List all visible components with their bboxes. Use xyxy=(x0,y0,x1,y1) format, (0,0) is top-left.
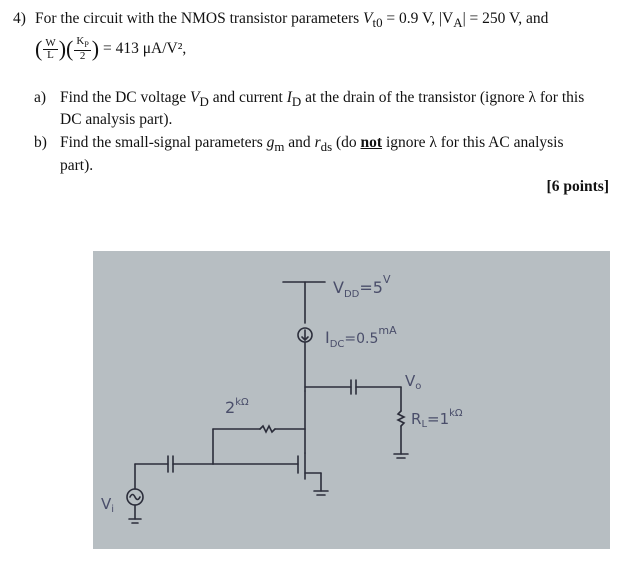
svg-text:RL=1kΩ: $R_L=1^{k\Omega}$ xyxy=(411,408,463,430)
kp-over-2: $\frac{K_P}{2}$ xyxy=(76,35,89,63)
question-line-2: ( $\frac{W}{L}$ )( $\frac{K_P}{2}$ ) = 413 μA/V², xyxy=(35,35,187,63)
part-b-line-2: part). xyxy=(60,157,94,174)
part-b-line-1: Find the small-signal parameters $g_m$ and $r_{ds}$ (do not ignore λ for this AC analysis xyxy=(60,134,564,155)
circuit-diagram xyxy=(93,251,610,549)
vt0-symbol: V xyxy=(363,10,373,27)
part-b-label: b) xyxy=(34,134,47,151)
question-number: 4) xyxy=(13,10,26,27)
question-intro-text: For the circuit with the NMOS transistor parameters xyxy=(35,10,364,27)
circuit-photo xyxy=(93,251,610,549)
vdd-label: V xyxy=(333,278,344,297)
w-over-l: $\frac{W}{L}$ xyxy=(45,36,56,61)
vo-label: V xyxy=(405,372,416,390)
idc-label: I xyxy=(325,328,330,347)
part-a-line-1: Find the DC voltage $V_D$ and current $I_D$ at the drain of the transistor (ignore λ for this xyxy=(60,89,585,110)
points-label: [6 points] xyxy=(546,178,609,195)
svg-text:2kΩ: $2^{k\Omega}$ xyxy=(225,397,249,417)
rf-label: 2 xyxy=(225,398,236,417)
part-a-label: a) xyxy=(34,89,47,106)
load-resistor xyxy=(398,411,404,426)
svg-text:Vi: $V_i$ xyxy=(101,495,115,515)
vt0-subscript: t0 xyxy=(372,15,383,31)
svg-text:Vo: $V_o$ xyxy=(405,372,422,392)
not-emphasis: not xyxy=(360,134,383,151)
vi-label: V xyxy=(101,495,112,513)
question-intro xyxy=(35,10,548,32)
svg-text:VDD=5V: $V_{DD}=5^V$ xyxy=(333,273,391,300)
va-value: | = 250 V, and xyxy=(462,10,549,27)
rl-label: R xyxy=(411,410,422,428)
part-a-line-2: DC analysis part). xyxy=(60,111,173,128)
feedback-resistor xyxy=(260,426,275,432)
vt0-value: = 0.9 V, |V xyxy=(382,10,454,27)
kp-value: = 413 μA/V², xyxy=(99,40,187,58)
svg-text:IDC=0.5mA: $I_{DC}=0.5^{mA}$ xyxy=(325,324,397,350)
va-subscript: A xyxy=(453,15,463,31)
